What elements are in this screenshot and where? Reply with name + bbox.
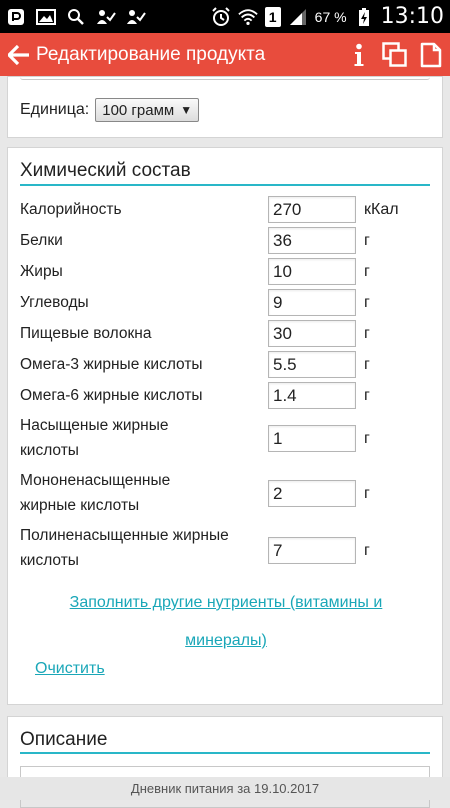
unit-select-value: 100 грамм: [102, 101, 175, 119]
nutrient-unit: г: [364, 232, 370, 249]
info-icon[interactable]: [346, 40, 372, 70]
alarm-icon: [211, 7, 231, 27]
nutrient-unit: г: [364, 263, 370, 280]
omega6-input[interactable]: 1.4: [268, 382, 356, 409]
nutrient-label: кислоты: [20, 552, 79, 569]
nutrient-unit: г: [364, 325, 370, 342]
sim-indicator: 1: [265, 7, 281, 27]
wifi-icon: [238, 7, 258, 27]
nutrient-unit: г: [364, 542, 370, 559]
section-title: Описание: [20, 729, 108, 750]
nutrient-unit: г: [364, 430, 370, 447]
section-divider: [20, 752, 430, 754]
nutrient-label: Мононенасыщенные: [20, 472, 171, 489]
fat-input[interactable]: 10: [268, 258, 356, 285]
chemical-composition-card: [7, 147, 443, 705]
app-bar: [0, 33, 450, 76]
fill-link-line1[interactable]: Заполнить другие нутриенты (витамины и: [69, 594, 383, 611]
battery-percent: 67 %: [314, 8, 347, 25]
footer-date: Дневник питания за 19.10.2017: [0, 777, 450, 800]
protein-input[interactable]: 36: [268, 227, 356, 254]
search-icon: [66, 7, 86, 27]
section-title: Химический состав: [20, 160, 191, 181]
document-icon[interactable]: [418, 40, 444, 70]
nutrient-label: Белки: [20, 232, 63, 249]
section-divider: [20, 184, 430, 186]
nutrient-label: Полиненасыщенные жирные: [20, 527, 229, 544]
fiber-input[interactable]: 30: [268, 320, 356, 347]
nutrient-label: жирные кислоты: [20, 497, 140, 514]
copy-icon[interactable]: [382, 40, 408, 70]
battery-charging-icon: [354, 7, 374, 27]
nutrient-label: Калорийность: [20, 201, 122, 218]
nutrient-unit: г: [364, 294, 370, 311]
page-title: Редактирование продукта: [36, 43, 266, 65]
previous-field-edge: [20, 77, 430, 80]
nutrient-label: Пищевые волокна: [20, 325, 152, 342]
nutrient-unit: г: [364, 387, 370, 404]
fill-link-line2[interactable]: минералы): [185, 632, 267, 649]
unit-label: Единица:: [20, 101, 90, 118]
monounsaturated-fat-input[interactable]: 2: [268, 480, 356, 507]
status-bar: [0, 0, 450, 33]
unit-select[interactable]: [95, 98, 199, 122]
signal-icon: [288, 7, 308, 27]
person-check-icon-2: [126, 7, 146, 27]
calories-input[interactable]: 270: [268, 196, 356, 223]
app-notification-icon: [6, 7, 26, 27]
nutrient-unit: г: [364, 356, 370, 373]
nutrient-label: кислоты: [20, 442, 79, 459]
nutrient-label: Омега-6 жирные кислоты: [20, 387, 203, 404]
clear-link[interactable]: Очистить: [35, 660, 105, 677]
gallery-icon: [36, 7, 56, 27]
clock: 13:10: [380, 4, 444, 29]
nutrient-label: Омега-3 жирные кислоты: [20, 356, 203, 373]
fill-other-nutrients-link[interactable]: [38, 584, 414, 660]
nutrient-unit: г: [364, 485, 370, 502]
person-check-icon: [96, 7, 116, 27]
nutrient-label: Углеводы: [20, 294, 89, 311]
nutrient-label: Насыщеные жирные: [20, 417, 169, 434]
nutrient-label: Жиры: [20, 263, 63, 280]
saturated-fat-input[interactable]: 1: [268, 425, 356, 452]
nutrient-unit: кКал: [364, 201, 399, 218]
omega3-input[interactable]: 5.5: [268, 351, 356, 378]
carbs-input[interactable]: 9: [268, 289, 356, 316]
back-arrow-icon[interactable]: [6, 42, 32, 68]
dropdown-arrow-icon: ▼: [180, 103, 193, 117]
unit-card: [7, 76, 443, 138]
polyunsaturated-fat-input[interactable]: 7: [268, 537, 356, 564]
